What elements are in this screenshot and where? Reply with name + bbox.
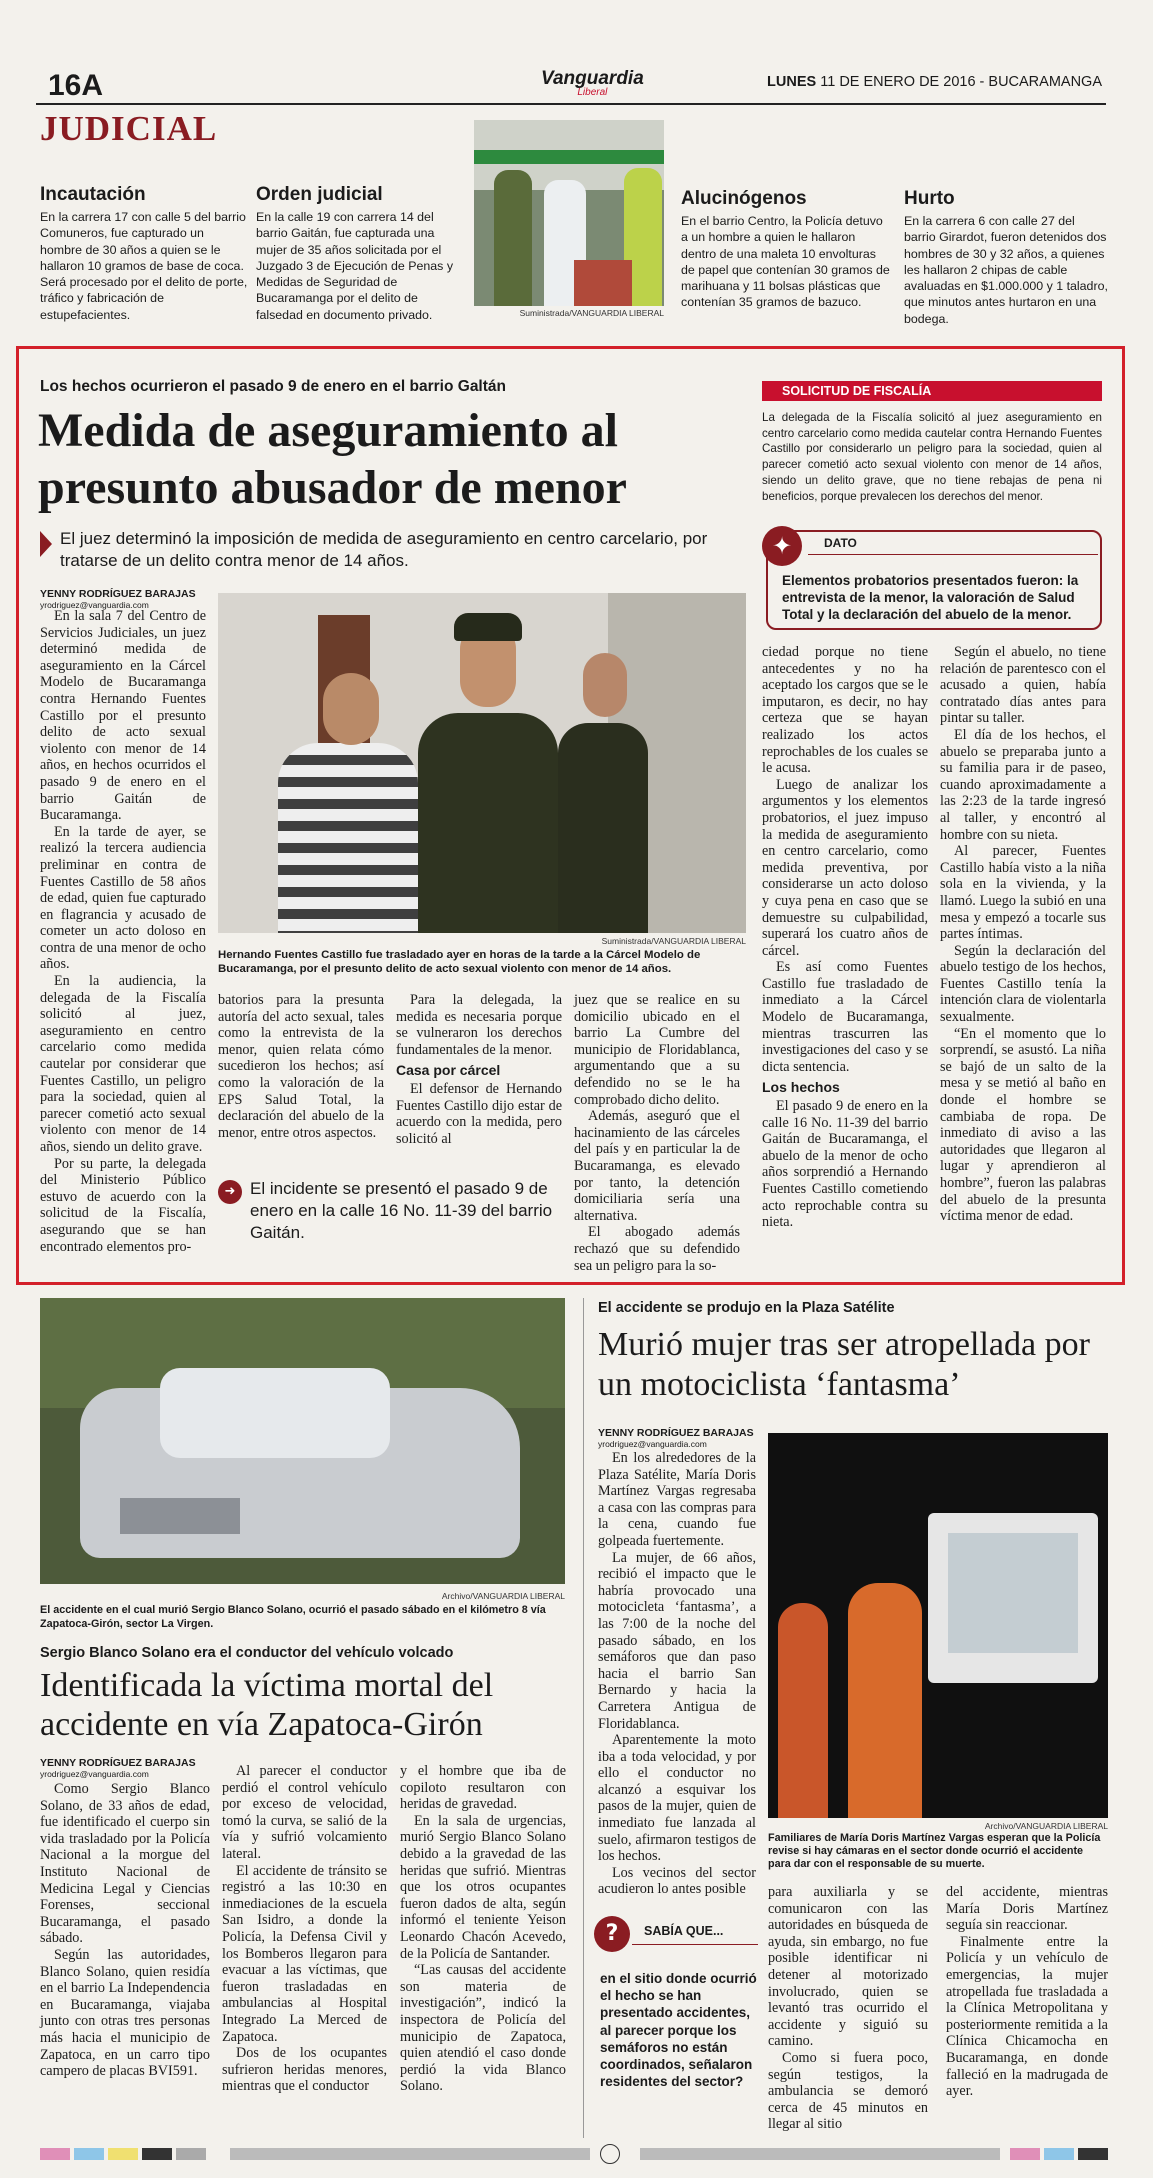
brief-photo <box>474 120 664 306</box>
crash-caption: El accidente en el cual murió Sergio Blanco Solano, ocurrió el pasado sábado en el kilómetro 8 vía Zapatoca-Girón, sector La Virgen. <box>40 1604 546 1630</box>
paragraph: para auxiliarla y se comunicaron con las autoridades en búsqueda de ayuda, sin embargo, no fue posible identificar ni detener al motorizado involucrado, quien se levantó tras ocurrido el accidente y siguió su camino. <box>768 1884 928 2050</box>
sabia-text: en el sitio donde ocurrió el hecho se han presentado accidentes, al parecer porque los semáforos no están coordinados, señalaron residentes del sector? <box>600 1971 757 2090</box>
pullquote-icon: ➜ <box>218 1180 242 1204</box>
main-byline <box>40 588 210 610</box>
paragraph: En la tarde de ayer, se realizó la tercera audiencia preliminar en contra de Fuentes Castillo de 58 años de edad, quien fue capturado en flagrancia y acusado de cometer un acto doloso en contra de una menor de ocho años. <box>40 823 206 973</box>
sidebar-text: La delegada de la Fiscalía solicitó al juez aseguramiento en centro carcelario como medida cautelar contra Hernando Fuentes Castillo por considerarlo un peligro para la sociedad, quien al parecer cometió acto sexual violento con menor de 14 años, siendo un delito grave, que no tiene rebajas de pena ni beneficios, porque prevalecen los derechos del menor. <box>762 411 1102 503</box>
date-rest: 11 DE ENERO DE 2016 - BUCARAMANGA <box>820 74 1102 90</box>
paragraph: En la audiencia, la delegada de la Fiscalía solicitó al juez, aseguramiento en centro carcelario como medida cautelar por considerar que Fuentes Castillo, un peligro para la sociedad, quien al parecer cometió acto sexual violento con menor de 14 años, siendo un delito grave. <box>40 973 206 1155</box>
photo-evidence <box>574 260 632 306</box>
main-col-3 <box>396 992 562 1147</box>
brief-title: Incautación <box>40 184 146 205</box>
story2-col-3 <box>400 1763 566 2095</box>
photo-windshield <box>160 1368 390 1458</box>
paragraph: y el hombre que iba de copiloto resultaron con heridas de gravedad. <box>400 1763 566 1813</box>
paragraph: Según el abuelo, no tiene relación de parentesco con el acusado a quien, había contratado días antes para pintar su taller. <box>940 644 1106 727</box>
paragraph: Al parecer, Fuentes Castillo había visto a la niña sola en la vivienda, y la llamó. Luego la subió en una mesa y empezó a tocarle sus partes íntimas. <box>940 843 1106 943</box>
paragraph: En los alrededores de la Plaza Satélite, María Doris Martínez Vargas regresaba a casa con las compras para la cena, cuando fue golpeada fuertemente. <box>598 1450 756 1549</box>
paragraph: batorios para la presunta autoría del acto sexual, tales como la entrevista de la menor, quien relata cómo sucedieron los hechos; así como la valoración de la EPS Salud Total, la declaración del abuelo de la menor, entre otros aspectos. <box>218 992 384 1141</box>
photo-officer <box>494 170 532 306</box>
main-headline: Medida de aseguramiento al presunto abusador de menor <box>38 404 627 514</box>
gray-strip <box>640 2148 1000 2160</box>
byline-email: yrodriguez@vanguardia.com <box>40 1769 149 1779</box>
paragraph: En la sala 7 del Centro de Servicios Judiciales, un juez determinó medida de aseguramiento en la Cárcel Modelo de Bucaramanga contra Hernando Fuentes Castillo por el presunto delito de acto sexual violento con menor de 14 años, en hechos ocurridos el pasado 9 de enero en el barrio Gaitán de Bucaramanga. <box>40 608 206 824</box>
story2-headline: Identificada la víctima mortal del accidente en vía Zapatoca-Girón <box>40 1667 494 1743</box>
photo-officer-2-head <box>583 653 627 717</box>
paragraph: Es así como Fuentes Castillo fue trasladado de inmediato a la Cárcel Modelo de Bucaramanga, mientras trascurren las investigaciones del caso y se dicta sentencia. <box>762 959 928 1075</box>
brief-orden-judicial <box>256 184 462 323</box>
photo-grille <box>120 1498 240 1534</box>
brief-text: En la calle 19 con carrera 14 del barrio Gaitán, fue capturada una mujer de 35 años solicitada por el Juzgado 3 de Ejecución de Penas y Medidas de Seguridad de Bucaramanga por el delito de falsedad en documento privado. <box>256 210 454 322</box>
sabia-rule <box>632 1944 758 1945</box>
paragraph: El accidente de tránsito se registró a las 10:30 en inmediaciones de la escuela San Isidro, a donde la Policía, la Defensa Civil y los Bomberos llegaron para evacuar a las víctimas, que fueron trasladadas en ambulancias al Hospital Integrado La Merced de Zapatoca. <box>222 1862 387 2045</box>
photo-ambulance-interior <box>948 1533 1078 1653</box>
paragraph: “Las causas del accidente son materia de investigación”, indicó la inspectora de Policía del municipio de Zapatoca, quien atendió el caso donde perdió la vida Blanco Solano. <box>400 1962 566 2095</box>
photo-person-orange <box>848 1583 922 1818</box>
paragraph: Al parecer el conductor perdió el control vehículo por exceso de velocidad, tomó la curva, se salió de la vía y sufrió volcamiento lateral. <box>222 1763 387 1862</box>
paragraph: Para la delegada, la medida es necesaria porque se vulneraron los derechos fundamentales de la menor. <box>396 992 562 1058</box>
brief-photo-credit: Suministrada/VANGUARDIA LIBERAL <box>519 308 664 318</box>
date-day: LUNES <box>767 74 817 90</box>
main-photo <box>218 593 746 933</box>
paragraph: Luego de analizar los argumentos y los elementos probatorios, el juez impuso la medida de aseguramiento en centro carcelario, como medida preventiva, por considerarse un acto doloso y cuya pena en caso que se demuestre su culpabilidad, superará los cuatro años de cárcel. <box>762 776 928 959</box>
byline-name: YENNY RODRÍGUEZ BARAJAS <box>598 1427 754 1439</box>
byline-email: yrodriguez@vanguardia.com <box>598 1439 707 1449</box>
section-title: JUDICIAL <box>40 109 218 148</box>
paragraph: Dos de los ocupantes sufrieron heridas menores, mientras que el conductor <box>222 2045 387 2095</box>
brief-title: Hurto <box>904 188 955 209</box>
photo-man-head <box>323 673 379 745</box>
main-col-5 <box>762 644 928 1231</box>
paragraph: del accidente, mientras María Doris Martínez seguía sin reaccionar. <box>946 1884 1108 1934</box>
brief-title: Orden judicial <box>256 184 383 205</box>
sabia-icon: ? <box>594 1916 630 1952</box>
dato-text: Elementos probatorios presentados fueron: la entrevista de la menor, la valoración de Salud Total y la declaración del abuelo de la menor. <box>782 573 1079 622</box>
story2-kicker: Sergio Blanco Solano era el conductor del vehículo volcado <box>40 1645 454 1661</box>
paragraph: El defensor de Hernando Fuentes Castillo dijo estar de acuerdo con la medida, pero solicitó al <box>396 1080 562 1147</box>
color-swatch <box>108 2148 138 2160</box>
logo <box>541 68 644 98</box>
paragraph: Además, aseguró que el hacinamiento de las cárceles del país y en particular la de Bucaramanga, es elevado por tanto, la detención domiciliaria sería una alternativa. <box>574 1108 740 1224</box>
sabia-box <box>594 1916 760 2128</box>
color-swatch <box>1044 2148 1074 2160</box>
brief-text: En la carrera 17 con calle 5 del barrio Comuneros, fue capturado un hombre de 30 años a quien se le hallaron 10 gramos de base de coca. Será procesado por el delito de porte, tráfico y fabricación de estupefacientes. <box>40 210 248 322</box>
paragraph: juez que se realice en su domicilio ubicado en el barrio La Cumbre del municipio de Floridablanca, argumentando que a su defendido no se le ha comprobado dicho delito. <box>574 992 740 1108</box>
story3-kicker: El accidente se produjo en la Plaza Satélite <box>598 1300 895 1316</box>
color-swatch <box>176 2148 206 2160</box>
subhead: Los hechos <box>762 1079 840 1096</box>
ambulance-caption: Familiares de María Doris Martínez Vargas esperan que la Policía revise si hay cámaras en el sector donde ocurrió el accidente para dar con el responsable de su muerte. <box>768 1832 1101 1870</box>
story3-byline <box>598 1427 768 1449</box>
deck-marker <box>40 531 52 557</box>
paragraph: Como si fuera poco, según testigos, la ambulancia se demoró cerca de 45 minutos en llegar al sitio <box>768 2049 928 2133</box>
paragraph: Por su parte, la delegada del Ministerio Público estuvo de acuerdo con la solicitud de la Fiscalía, asegurando que se han encontrado elementos pro- <box>40 1155 206 1255</box>
dato-box <box>766 530 1102 630</box>
main-kicker: Los hechos ocurrieron el pasado 9 de enero en el barrio Galtán <box>40 378 506 395</box>
page-date <box>767 74 1102 90</box>
byline-email: yrodriguez@vanguardia.com <box>40 600 149 610</box>
story3-col-2 <box>768 1884 928 2133</box>
color-swatch <box>40 2148 70 2160</box>
story2-col-1 <box>40 1781 210 2080</box>
photo-person-orange <box>778 1603 828 1818</box>
main-deck: El juez determinó la imposición de medida de aseguramiento en centro carcelario, por tratarse de un delito contra menor de 14 años. <box>60 529 708 570</box>
main-photo-credit: Suministrada/VANGUARDIA LIBERAL <box>601 936 746 946</box>
paragraph: Según la declaración del abuelo testigo de los hechos, Fuentes Castillo tenía la intención clara de violentarla sexualmente. <box>940 942 1106 1026</box>
story3-headline: Murió mujer tras ser atropellada por un motociclista ‘fantasma’ <box>598 1326 1090 1403</box>
paragraph: “En el momento que lo sorprendí, se asustó. La niña se bajó de un salto de la mesa y se metió al baño en donde el hombre se cambiaba de ropa. De inmediato di aviso a las autoridades que llegaron al lugar y aprendieron al hombre”, fueron las palabras del abuelo de la presunta víctima menor de edad. <box>940 1025 1106 1225</box>
color-swatch <box>74 2148 104 2160</box>
paragraph: En la sala de urgencias, murió Sergio Blanco Solano debido a la gravedad de las heridas que sufrió. Mientras que los otros ocupantes fueron dados de alta, según informó el teniente Yeison Leonardo Chacón Acevedo, de la Policía de Santander. <box>400 1812 566 1962</box>
column-divider <box>583 1298 584 2138</box>
paragraph: ciedad porque no tiene antecedentes y no ha aceptado los cargos que se le imputaron, es decir, no hay certeza que se hayan realizado los actos reprochables de los cuales se le acusa. <box>762 644 928 777</box>
brief-hurto <box>904 188 1108 327</box>
crash-photo <box>40 1298 565 1584</box>
story2-col-2 <box>222 1763 387 2095</box>
main-col-6 <box>940 644 1106 1225</box>
dato-label: DATO <box>824 536 857 550</box>
paragraph: Como Sergio Blanco Solano, de 33 años de edad, fue identificado el cuerpo sin vida trasladado por la Policía Nacional a la morgue del Instituto Nacional de Medicina Legal y Ciencias Forenses, seccional Bucaramanga, el pasado sábado. <box>40 1781 210 1947</box>
paragraph: El día de los hechos, el abuelo se preparaba junto a su familia para ir de paseo, cuando aproximadamente a las 2:23 de la tarde ingresó al taller, y encontró al hombre con su nieta. <box>940 726 1106 843</box>
byline-name: YENNY RODRÍGUEZ BARAJAS <box>40 588 196 600</box>
main-caption: Hernando Fuentes Castillo fue trasladado ayer en horas de la tarde a la Cárcel Modelo de Bucaramanga, por el presunto delito de acto sexual violento con menor de 14 años. <box>218 949 701 975</box>
color-swatch <box>142 2148 172 2160</box>
byline-name: YENNY RODRÍGUEZ BARAJAS <box>40 1757 196 1769</box>
ambulance-photo-credit: Archivo/VANGUARDIA LIBERAL <box>984 1821 1108 1831</box>
logo-text: Vanguardia <box>541 68 644 89</box>
paragraph: El pasado 9 de enero en la calle 16 No. 11-39 del barrio Gaitán de Bucaramanga, el abuelo de la menor de ocho años sorprendió a Hernando Fuentes Castillo cometiendo acto reprochable contra su nieta. <box>762 1098 928 1231</box>
print-color-bar <box>40 2148 1110 2160</box>
sidebar-label: SOLICITUD DE FISCALÍA <box>762 381 1102 401</box>
pullquote-text: El incidente se presentó el pasado 9 de enero en la calle 16 No. 11-39 del barrio Gaitán. <box>250 1179 553 1242</box>
brief-alucinogenos <box>681 188 891 311</box>
photo-officer-2 <box>558 723 648 933</box>
brief-text: En el barrio Centro, la Policía detuvo a un hombre a quien le hallaron dentro de una maleta 10 envolturas de papel que contenían 30 gramos de marihuana y 11 bolsas plásticas que contenían 35 gramos de bazuco. <box>681 214 890 310</box>
registration-mark <box>600 2144 620 2164</box>
page-number: 16A <box>48 69 104 102</box>
crash-photo-credit: Archivo/VANGUARDIA LIBERAL <box>441 1591 565 1601</box>
paragraph: Según las autoridades, Blanco Solano, quien residía en el barrio La Independencia en Bucaramanga, viajaba junto con otras tres personas más hacia el municipio de Zapatoca, en un carro tipo campero de placas BVI591. <box>40 1946 210 2080</box>
header-rule <box>36 103 1106 105</box>
paragraph: El abogado además rechazó que su defendido sea un peligro para la so- <box>574 1224 740 1274</box>
sabia-label: SABÍA QUE... <box>644 1924 724 1938</box>
dato-icon: ✦ <box>762 526 802 566</box>
photo-man-striped <box>278 743 418 933</box>
color-swatch <box>1010 2148 1040 2160</box>
main-col-1 <box>40 608 206 1255</box>
pullquote <box>218 1178 558 1244</box>
photo-officer-1 <box>418 713 558 933</box>
story2-byline <box>40 1757 210 1779</box>
photo-green-sign <box>474 150 664 164</box>
story3-col-1 <box>598 1450 756 1898</box>
paragraph: Finalmente entre la Policía y un vehículo de emergencias, la mujer atropellada fue trasladada a la Clínica Metropolitana y posteriormente remitida a la Clínica Chicamocha en Bucaramanga, en donde falleció en la madrugada de ayer. <box>946 1933 1108 2100</box>
brief-title: Alucinógenos <box>681 188 807 209</box>
main-col-4 <box>574 992 740 1274</box>
ambulance-photo <box>768 1433 1108 1818</box>
paragraph: Los vecinos del sector acudieron lo antes posible <box>598 1864 756 1898</box>
main-col-2 <box>218 992 384 1141</box>
photo-officer-1-cap <box>454 613 522 641</box>
color-swatch <box>1078 2148 1108 2160</box>
paragraph: Aparentemente la moto iba a toda velocidad, y por ello el conductor no alcanzó a esquivar los pasos de la mujer, quien de inmediato fue lanzada al suelo, afirmaron testigos de los hechos. <box>598 1732 756 1865</box>
brief-incautacion <box>40 184 248 323</box>
logo-subtext: Liberal <box>577 87 608 98</box>
subhead: Casa por cárcel <box>396 1062 501 1079</box>
page-header <box>36 65 1106 105</box>
dato-rule <box>808 554 1098 555</box>
gray-strip <box>230 2148 590 2160</box>
paragraph: La mujer, de 66 años, recibió el impacto que le habría provocado una motocicleta ‘fantasma’, a las 7:00 de la noche del pasado sábado, en los semáforos que dan paso hacia el barrio San Bernardo y hacia la Carretera Antigua de Floridablanca. <box>598 1549 756 1732</box>
story3-col-3 <box>946 1884 1108 2100</box>
brief-text: En la carrera 6 con calle 27 del barrio Girardot, fueron detenidos dos hombres de 30 y 32 años, a quienes les hallaron 2 chipas de cable avaluadas en $1.000.000 y 1 taladro, que minutos antes hurtaron en una bodega. <box>904 214 1108 326</box>
